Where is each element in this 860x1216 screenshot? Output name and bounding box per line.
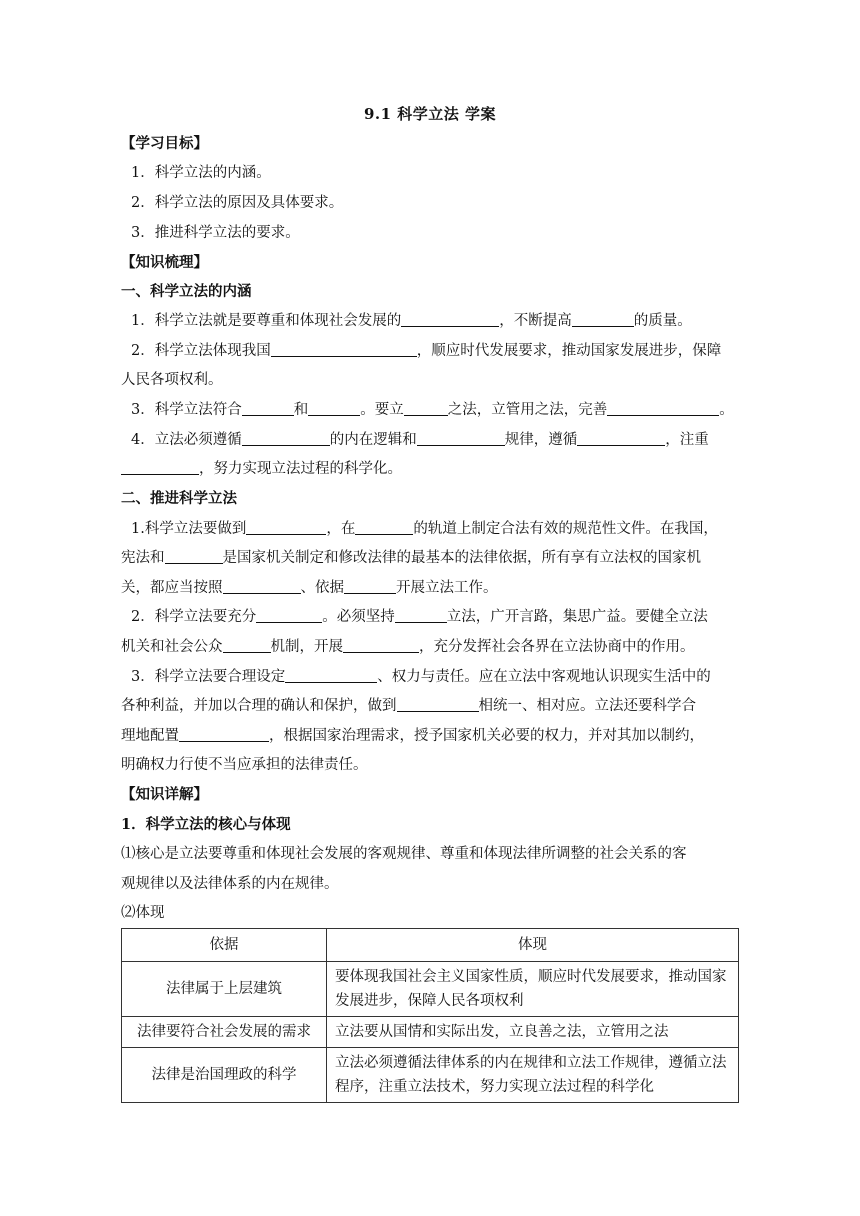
text: 、依据 xyxy=(300,580,344,596)
blank[interactable] xyxy=(355,519,413,535)
paragraph-line: ⑴核心是立法要尊重和体现社会发展的客观规律、尊重和体现法律所调整的社会关系的客 xyxy=(121,846,687,862)
paragraph-line xyxy=(121,726,704,746)
paragraph-line xyxy=(121,578,498,598)
text: 关，都应当按照 xyxy=(121,580,223,596)
blank[interactable] xyxy=(242,430,330,446)
text: ，充分发挥社会各界在立法协商中的作用。 xyxy=(419,639,695,655)
paragraph-line xyxy=(131,311,692,331)
table-cell-embody: 立法必须遵循法律体系的内在规律和立法工作规律，遵循立法程序，注重立法技术，努力实现立法过程的科学化 xyxy=(327,1048,739,1103)
text: 、权力与责任。应在立法中客观地认识现实生活中的 xyxy=(377,669,711,685)
paragraph-line: ⑵体现 xyxy=(121,905,165,921)
text: 。要立 xyxy=(360,402,404,418)
text: 的内在逻辑和 xyxy=(329,432,417,448)
text: 机制，开展 xyxy=(270,639,343,655)
paragraph-line xyxy=(131,400,734,420)
paragraph-line: 观规律以及法律体系的内在规律。 xyxy=(121,876,339,892)
paragraph-line: 人民各项权利。 xyxy=(121,372,223,388)
goal-item: 1．科学立法的内涵。 xyxy=(131,165,271,181)
blank[interactable] xyxy=(223,578,301,594)
text: 规律，遵循 xyxy=(504,432,578,448)
detail1-heading: 1．科学立法的核心与体现 xyxy=(121,816,291,833)
text: 和 xyxy=(293,402,309,418)
text: 2．科学立法体现我国 xyxy=(131,343,271,359)
text: ，顺应时代发展要求，推动国家发展进步，保障 xyxy=(416,343,722,359)
table-header-row xyxy=(122,929,739,962)
paragraph-line xyxy=(131,667,711,687)
text: 机关和社会公众 xyxy=(121,639,223,655)
text: 开展立法工作。 xyxy=(396,580,498,596)
text: 。 xyxy=(719,402,734,418)
blank[interactable] xyxy=(165,548,223,564)
blank[interactable] xyxy=(344,578,396,594)
blank[interactable] xyxy=(179,726,269,742)
table-header-cell: 体现 xyxy=(327,929,739,962)
text: 各种利益，并加以合理的确认和保护，做到 xyxy=(121,698,397,714)
table-cell-embody: 要体现我国社会主义国家性质，顺应时代发展要求，推动国家发展进步，保障人民各项权利 xyxy=(327,962,739,1017)
page-title: 9.1 科学立法 学案 xyxy=(363,105,497,123)
text: 1.科学立法要做到 xyxy=(131,521,247,537)
blank[interactable] xyxy=(256,607,322,623)
blank[interactable] xyxy=(343,637,419,653)
part1-heading: 一、科学立法的内涵 xyxy=(121,283,252,300)
table-cell-basis: 法律是治国理政的科学 xyxy=(122,1048,327,1103)
embody-table xyxy=(121,928,739,1103)
blank[interactable] xyxy=(246,519,326,535)
paragraph-line xyxy=(131,430,709,450)
table-cell-basis: 法律要符合社会发展的需求 xyxy=(122,1017,327,1048)
blank[interactable] xyxy=(607,400,719,416)
section-heading-review: 【知识梳理】 xyxy=(121,254,208,271)
text: ，努力实现立法过程的科学化。 xyxy=(199,461,402,477)
table-row xyxy=(122,1017,739,1048)
text: 相统一、相对应。立法还要科学合 xyxy=(478,698,696,714)
goal-item: 2．科学立法的原因及具体要求。 xyxy=(131,195,344,211)
blank[interactable] xyxy=(395,607,447,623)
paragraph-line xyxy=(131,519,718,539)
text: ，在 xyxy=(326,521,356,537)
text: 的轨道上制定合法有效的规范性文件。在我国， xyxy=(413,521,718,537)
blank[interactable] xyxy=(223,637,271,653)
table-cell-embody: 立法要从国情和实际出发，立良善之法，立管用之法 xyxy=(327,1017,739,1048)
table-header-cell: 依据 xyxy=(122,929,327,962)
blank[interactable] xyxy=(577,430,665,446)
text: 3．科学立法符合 xyxy=(131,402,242,418)
goal-item: 3．推进科学立法的要求。 xyxy=(131,225,300,241)
blank[interactable] xyxy=(121,459,199,475)
blank[interactable] xyxy=(401,311,499,327)
blank[interactable] xyxy=(308,400,360,416)
text: 之法，立管用之法，完善 xyxy=(447,402,608,418)
text: 。必须坚持 xyxy=(322,609,395,625)
paragraph-line xyxy=(121,637,695,657)
section-heading-goals: 【学习目标】 xyxy=(121,135,208,152)
text: ，根据国家治理需求，授予国家机关必要的权力，并对其加以制约， xyxy=(269,728,704,744)
text: 3．科学立法要合理设定 xyxy=(131,669,286,685)
text: 宪法和 xyxy=(121,550,165,566)
blank[interactable] xyxy=(397,696,479,712)
text: 立法，广开言路，集思广益。要健全立法 xyxy=(446,609,708,625)
text: 1．科学立法就是要尊重和体现社会发展的 xyxy=(131,313,402,329)
paragraph-line xyxy=(121,696,696,716)
blank[interactable] xyxy=(572,311,634,327)
paragraph-line: 明确权力行使不当应承担的法律责任。 xyxy=(121,757,368,773)
text: 2．科学立法要充分 xyxy=(131,609,257,625)
table-row xyxy=(122,962,739,1017)
text: 是国家机关制定和修改法律的最基本的法律依据，所有享有立法权的国家机 xyxy=(222,550,701,566)
text: 的质量。 xyxy=(633,313,692,329)
section-heading-detail: 【知识详解】 xyxy=(121,786,208,803)
paragraph-line xyxy=(121,459,402,479)
table-row xyxy=(122,1048,739,1103)
paragraph-line xyxy=(131,607,708,627)
blank[interactable] xyxy=(285,667,377,683)
paragraph-line xyxy=(121,548,701,568)
text: 4．立法必须遵循 xyxy=(131,432,242,448)
part2-heading: 二、推进科学立法 xyxy=(121,490,237,507)
paragraph-line xyxy=(131,341,721,361)
blank[interactable] xyxy=(404,400,448,416)
blank[interactable] xyxy=(242,400,294,416)
blank[interactable] xyxy=(271,341,417,357)
blank[interactable] xyxy=(417,430,505,446)
text: 理地配置 xyxy=(121,728,179,744)
text: ，注重 xyxy=(665,432,709,448)
text: ，不断提高 xyxy=(499,313,572,329)
table-cell-basis: 法律属于上层建筑 xyxy=(122,962,327,1017)
